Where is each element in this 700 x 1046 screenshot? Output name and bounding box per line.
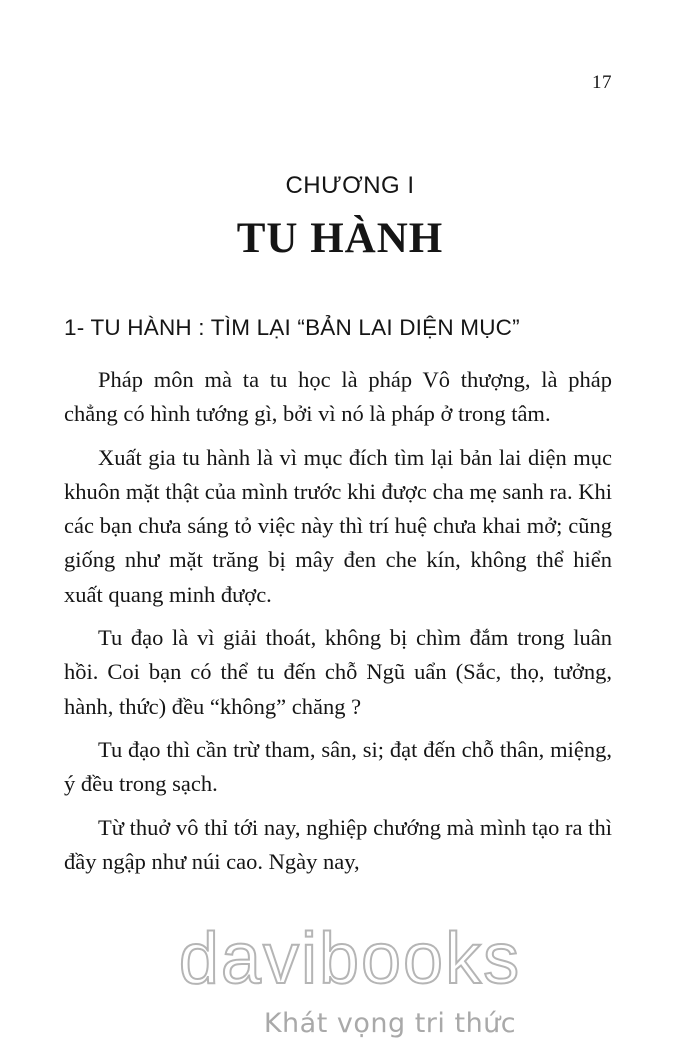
chapter-label: CHƯƠNG I xyxy=(285,172,415,199)
paragraph: Tu đạo thì cần trừ tham, sân, si; đạt đến chỗ thân, miệng, ý đều trong sạch. xyxy=(64,736,612,797)
paragraph: Từ thuở vô thỉ tới nay, nghiệp chướng mà mình tạo ra thì đầy ngập như núi cao. Ngày nay, xyxy=(64,814,612,874)
paragraph: Xuất gia tu hành là vì mục đích tìm lại bản lai diện mục khuôn mặt thật của mình trước khi được cha mẹ sanh ra. Khi các bạn chưa sáng tỏ việc này thì trí huệ chưa khai mở; cũng giống như mặt trăng bị mây đen che kín, không thể hiển xuất quang minh được. xyxy=(64,444,612,607)
watermark-tagline: Khát vọng tri thức xyxy=(263,1008,517,1039)
paragraph: Pháp môn mà ta tu học là pháp Vô thượng, là pháp chẳng có hình tướng gì, bởi vì nó là pháp ở trong tâm. xyxy=(64,367,612,427)
watermark-logo: davibooks xyxy=(178,919,522,999)
page-number: 17 xyxy=(592,72,612,93)
body-text xyxy=(64,363,612,888)
chapter-title: TU HÀNH xyxy=(236,215,444,262)
section-heading: 1- TU HÀNH : TÌM LẠI “BẢN LAI DIỆN MỤC” xyxy=(64,315,520,340)
paragraph: Tu đạo là vì giải thoát, không bị chìm đắm trong luân hồi. Coi bạn có thể tu đến chỗ Ngũ uẩn (Sắc, thọ, tưởng, hành, thức) đều “không” chăng ? xyxy=(64,625,612,719)
